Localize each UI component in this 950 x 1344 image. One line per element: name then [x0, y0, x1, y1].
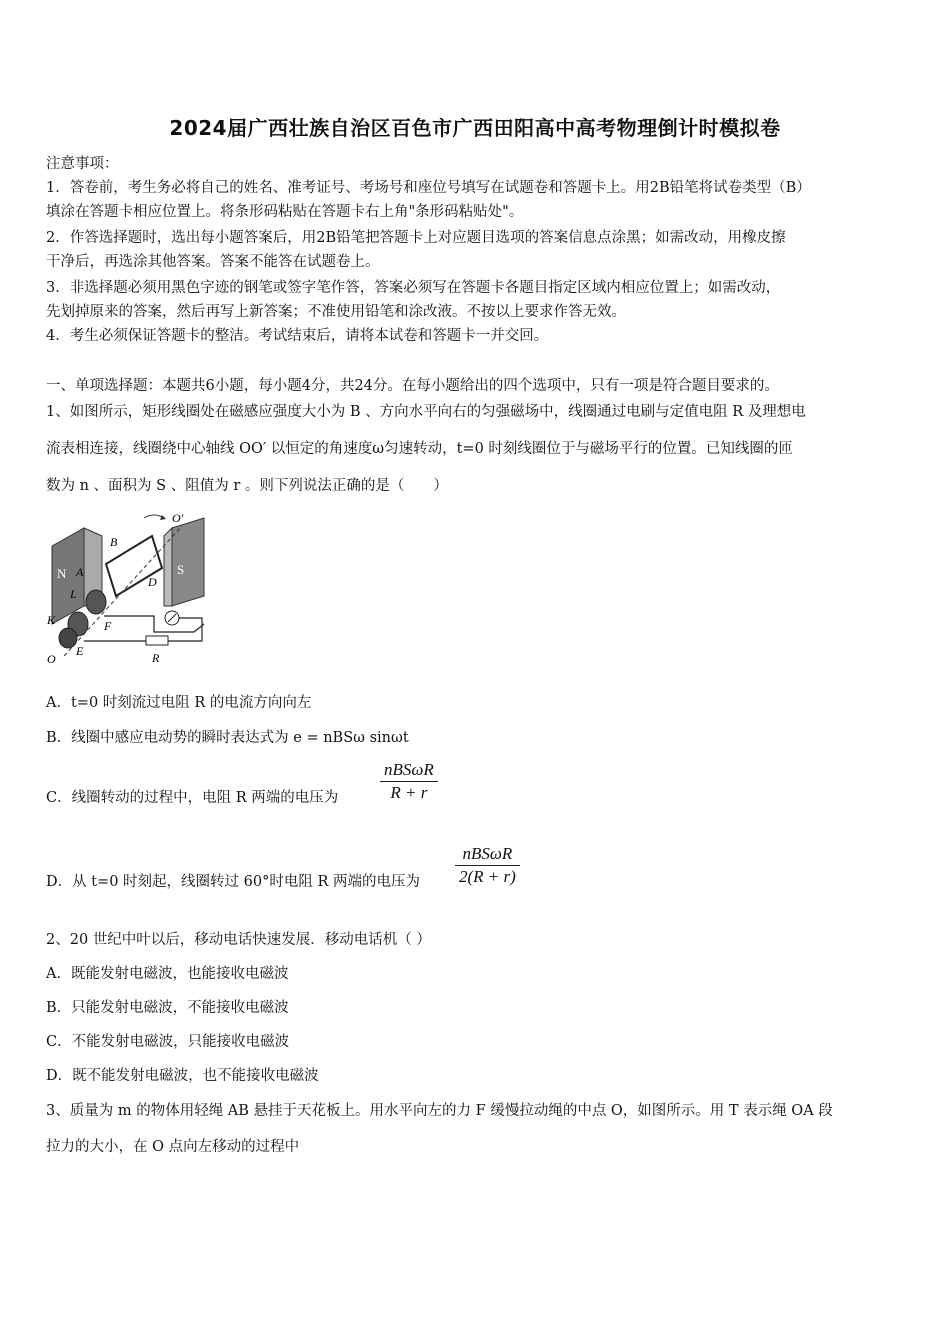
option-a: A．t=0 时刻流过电阻 R 的电流方向向左	[46, 695, 312, 711]
section-heading: 一、单项选择题：本题共6小题，每小题4分，共24分。在每小题给出的四个选项中，只有一项是符合题目要求的。	[46, 378, 779, 394]
notice-heading: 注意事项：	[46, 156, 119, 172]
option-c: C．线圈转动的过程中，电阻 R 两端的电压为	[46, 790, 339, 806]
q2-option-b: B．只能发射电磁波，不能接收电磁波	[46, 1000, 289, 1016]
fraction-numerator: nBSωR	[384, 760, 434, 779]
question-3-stem: 拉力的大小，在 O 点向左移动的过程中	[46, 1139, 300, 1155]
fig-label-n: N	[57, 566, 67, 581]
question-1-stem: 1、如图所示，矩形线圈处在磁感应强度大小为 B 、方向水平向右的匀强磁场中，线圈通过电刷与定值电阻 R 及理想电	[46, 404, 806, 420]
question-2-stem: 2、20 世纪中叶以后，移动电话快速发展．移动电话机（ ）	[46, 932, 431, 948]
fraction-denominator: R + r	[390, 783, 428, 802]
fraction-numerator: nBSωR	[462, 844, 513, 863]
fig-label-o: O	[47, 652, 56, 666]
q2-option-c: C．不能发射电磁波，只能接收电磁波	[46, 1034, 290, 1050]
question-1-stem: 流表相连接，线圈绕中心轴线 OO′ 以恒定的角速度ω匀速转动，t=0 时刻线圈位于与磁场平行的位置。已知线圈的匝	[46, 441, 793, 457]
q2-option-a: A．既能发射电磁波，也能接收电磁波	[46, 966, 289, 982]
fig-label-a: A	[76, 565, 84, 579]
notice-line: 3．非选择题必须用黑色字迹的钢笔或签字笔作答，答案必须写在答题卡各题目指定区域内相应位置上；如需改动，	[46, 280, 781, 296]
notice-line: 4．考生必须保证答题卡的整洁。考试结束后，请将本试卷和答题卡一并交回。	[46, 328, 549, 344]
fig-label-f: F	[104, 619, 112, 633]
fig-label-l: L	[70, 587, 77, 601]
fraction-denominator: 2(R + r)	[459, 867, 516, 886]
question-1-stem: 数为 n 、面积为 S 、阻值为 r 。则下列说法正确的是（ ）	[46, 478, 448, 494]
fig-label-e: E	[76, 644, 84, 658]
notice-line: 1．答卷前，考生务必将自己的姓名、准考证号、考场号和座位号填写在试题卷和答题卡上。用2B铅笔将试卷类型（B）	[46, 180, 811, 196]
fig-label-b: B	[110, 535, 118, 549]
notice-line: 干净后，再选涂其他答案。答案不能答在试题卷上。	[46, 254, 380, 270]
fig-label-k: K	[47, 613, 56, 627]
fig-label-r: R	[152, 651, 160, 665]
option-c-fraction	[380, 760, 438, 803]
option-d: D．从 t=0 时刻起，线圈转过 60°时电阻 R 两端的电压为	[46, 874, 420, 890]
option-b: B．线圈中感应电动势的瞬时表达式为 e = nBSω sinωt	[46, 730, 409, 746]
generator-figure	[44, 506, 224, 671]
page-title: 2024届广西壮族自治区百色市广西田阳高中高考物理倒计时模拟卷	[169, 116, 781, 140]
fig-label-d: D	[148, 575, 157, 589]
fig-label-s: S	[177, 562, 185, 577]
option-d-fraction	[455, 844, 520, 887]
fig-label-o-prime: O′	[172, 511, 184, 525]
notice-line: 填涂在答题卡相应位置上。将条形码粘贴在答题卡右上角"条形码粘贴处"。	[46, 204, 524, 220]
q2-option-d: D．既不能发射电磁波，也不能接收电磁波	[46, 1068, 319, 1084]
notice-line: 2．作答选择题时，选出每小题答案后，用2B铅笔把答题卡上对应题目选项的答案信息点涂黑；如需改动，用橡皮擦	[46, 230, 786, 246]
question-3-stem: 3、质量为 m 的物体用轻绳 AB 悬挂于天花板上。用水平向左的力 F 缓慢拉动绳的中点 O，如图所示。用 T 表示绳 OA 段	[46, 1103, 833, 1119]
notice-line: 先划掉原来的答案，然后再写上新答案；不准使用铅笔和涂改液。不按以上要求作答无效。	[46, 304, 626, 320]
